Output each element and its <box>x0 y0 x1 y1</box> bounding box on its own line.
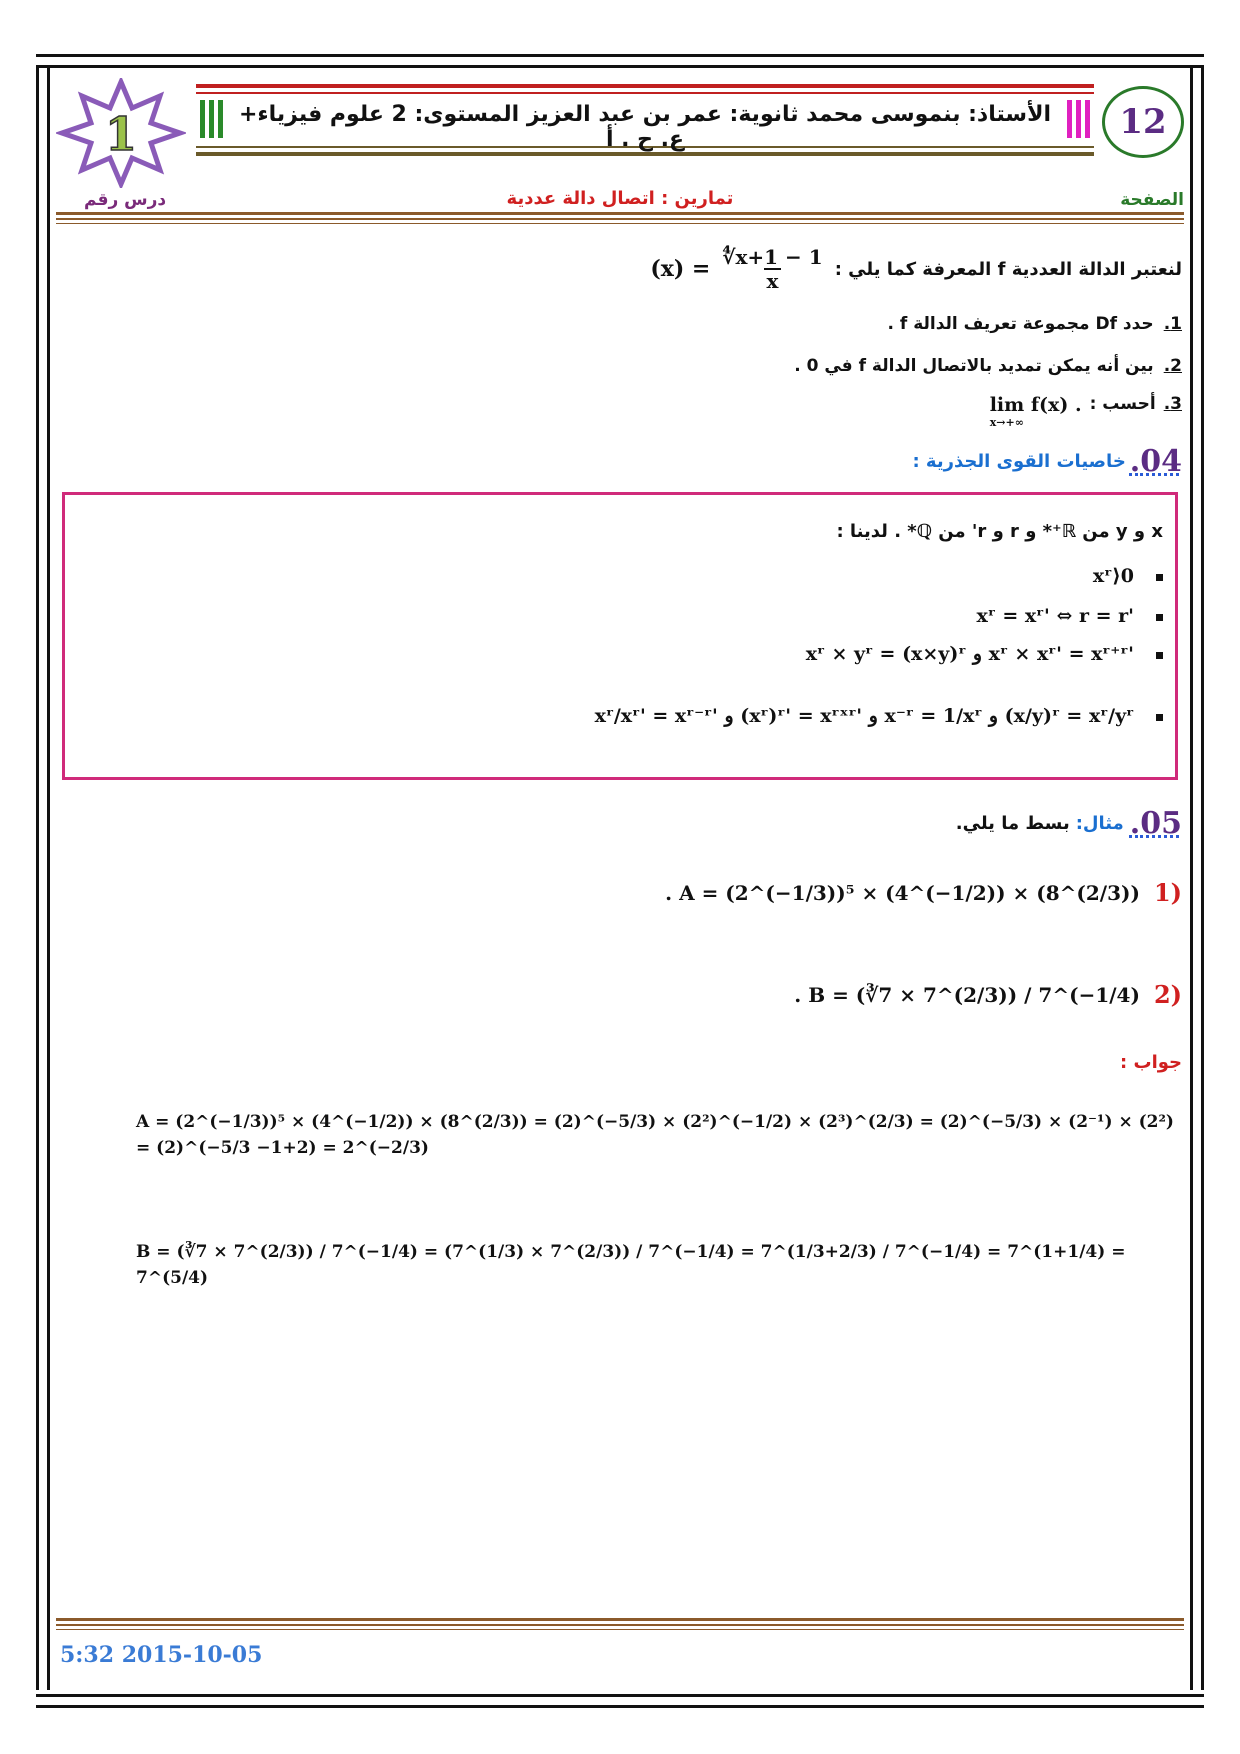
question-1 <box>887 314 1182 334</box>
function-lhs: (x) = <box>650 256 711 282</box>
question-3-text: أحسب : <box>1089 394 1156 414</box>
footer-timestamp: 5:32 2015-10-05 <box>60 1642 263 1668</box>
question-2 <box>794 356 1182 376</box>
property-4 <box>595 705 1163 727</box>
footer-separator <box>56 1618 1184 1621</box>
example-1-number: (1 <box>1153 878 1182 907</box>
header <box>56 78 1184 210</box>
question-1-number: 1. <box>1163 314 1182 334</box>
green-bars-icon <box>200 100 223 138</box>
lesson-label: درس رقم <box>84 190 167 210</box>
magenta-bars-icon <box>1067 100 1090 138</box>
property-3 <box>806 643 1163 665</box>
page-number: 12 <box>1119 102 1167 142</box>
question-3 <box>990 394 1182 429</box>
example-2 <box>794 980 1182 1009</box>
frame-right-border <box>1190 68 1204 1690</box>
lesson-number: 1 <box>104 107 138 161</box>
frame-left-border <box>36 68 50 1690</box>
question-3-number: 3. <box>1163 394 1182 414</box>
function-denominator: x <box>764 268 782 292</box>
section-04-title: خاصيات القوى الجذرية : <box>912 451 1126 472</box>
properties-premise: x و y من ℝ⁺* و r و r' من ℚ* . لدينا : <box>836 521 1163 542</box>
property-1-text: xʳ⟩0 <box>1092 565 1134 587</box>
exercise-intro <box>650 246 1182 292</box>
section-04-number: 04. <box>1129 444 1182 479</box>
example-2-number: (2 <box>1153 980 1182 1009</box>
property-2-text: xʳ = xʳ' ⇔ r = r' <box>976 605 1134 627</box>
sheet-title: تمارين : اتصال دالة عددية <box>506 188 734 209</box>
property-2 <box>977 605 1163 627</box>
page-label: الصفحة <box>1120 190 1184 210</box>
question-2-text: بين أنه يمكن تمديد بالاتصال الدالة f في 0 . <box>794 356 1154 376</box>
section-05-heading <box>956 806 1182 841</box>
example-1-expression: . A = (2^(−1/3))⁵ × (4^(−1/2)) × (8^(2/3)) <box>665 880 1140 905</box>
properties-box <box>62 492 1178 780</box>
intro-text: لنعتبر الدالة العددية f المعرفة كما يلي : <box>834 258 1182 280</box>
example-2-expression: . B = (∛7 × 7^(2/3)) / 7^(−1/4) <box>794 982 1140 1007</box>
bullet-icon <box>1156 714 1163 721</box>
page-number-badge <box>1102 86 1184 158</box>
function-fraction <box>719 246 825 292</box>
function-numerator: ∜x+1 − 1 <box>722 245 823 269</box>
limit-expression: lim f(x) . <box>989 394 1082 416</box>
question-2-number: 2. <box>1163 356 1182 376</box>
example-1 <box>665 878 1182 907</box>
frame-bottom-border <box>36 1694 1204 1708</box>
section-05-number: 05. <box>1129 806 1182 841</box>
bullet-icon <box>1156 614 1163 621</box>
header-separator <box>56 212 1184 215</box>
frame-top-border <box>36 54 1204 68</box>
solution-A: A = (2^(−1/3))⁵ × (4^(−1/2)) × (8^(2/3)) = (2)^(−5/3) × (2²)^(−1/2) × (2³)^(2/3) = (2)^(−5/3) × (2⁻¹) × (2²) = (2)^(−5/3 −1+2) = 2^(−2/3) <box>136 1112 1174 1158</box>
solution-B: B = (∛7 × 7^(2/3)) / 7^(−1/4) = (7^(1/3) × 7^(2/3)) / 7^(−1/4) = 7^(1/3+2/3) / 7^(−1/4) = 7^(1+1/4) = 7^(5/4) <box>136 1242 1126 1288</box>
section-05-label: مثال: <box>1075 813 1124 834</box>
answer-label: جواب : <box>1120 1052 1182 1073</box>
teacher-line: الأستاذ: بنموسى محمد ثانوية: عمر بن عبد العزيز المستوى: 2 علوم فيزياء+ ع. ح . أ <box>238 102 1051 152</box>
property-1 <box>1093 565 1163 587</box>
limit-subscript: x→+∞ <box>989 416 1024 429</box>
section-05-instruction: بسط ما يلي. <box>955 813 1070 834</box>
bullet-icon <box>1156 652 1163 659</box>
star-logo-icon <box>56 78 186 188</box>
header-bar <box>196 84 1094 156</box>
section-04-heading <box>912 444 1182 479</box>
question-1-text: حدد Df مجموعة تعريف الدالة f . <box>887 314 1154 334</box>
property-3-text: xʳ × yʳ = (x×y)ʳ و xʳ × xʳ' = xʳ⁺ʳ' <box>805 643 1134 665</box>
property-4-text: xʳ/xʳ' = xʳ⁻ʳ' و (xʳ)ʳ' = xʳˣʳ' و x⁻ʳ = 1/xʳ و (x/y)ʳ = xʳ/yʳ <box>594 705 1134 727</box>
bullet-icon <box>1156 574 1163 581</box>
